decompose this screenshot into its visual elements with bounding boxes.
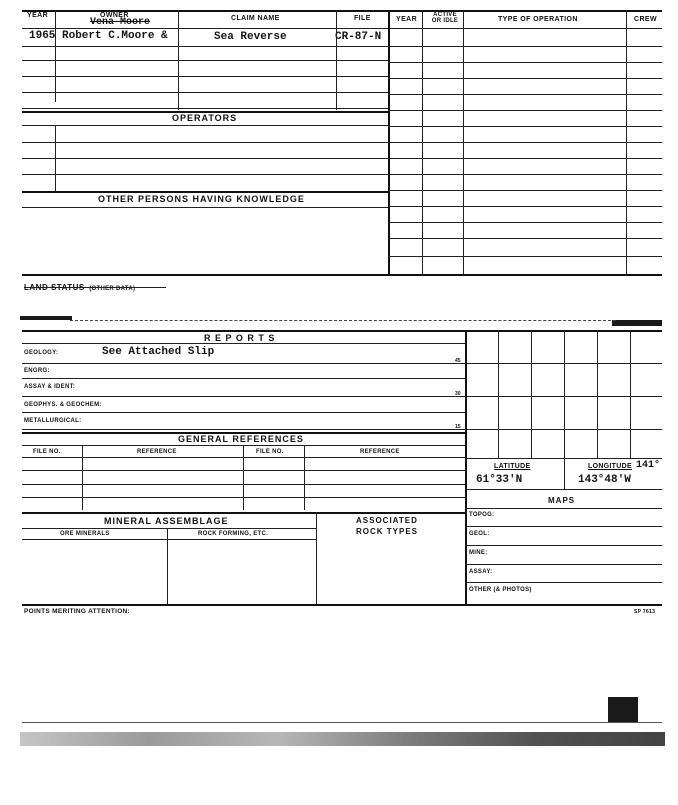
geology-label: GEOLOGY: bbox=[24, 350, 59, 356]
mineral-col-underline bbox=[22, 539, 316, 540]
grid-line bbox=[498, 330, 499, 458]
ref-col-line bbox=[243, 445, 244, 510]
file-header: FILE bbox=[354, 15, 371, 22]
row-line bbox=[22, 158, 388, 159]
row-line bbox=[388, 238, 662, 239]
associated-col-line bbox=[316, 512, 317, 604]
land-status-heading bbox=[24, 277, 135, 295]
row-line bbox=[388, 142, 662, 143]
grid-line bbox=[630, 330, 631, 458]
row-line bbox=[22, 174, 388, 175]
file-no-header-1: FILE NO. bbox=[33, 449, 61, 455]
right-panel-divider bbox=[465, 330, 467, 604]
grid-line bbox=[465, 396, 662, 397]
row-line bbox=[388, 46, 662, 47]
associated-label: ASSOCIATED bbox=[356, 516, 418, 525]
row-line bbox=[22, 396, 465, 397]
land-status-sub: (OTHER DATA) bbox=[89, 286, 136, 292]
land-status-line bbox=[70, 320, 616, 321]
owner-struck-entry: Vena Moore bbox=[90, 17, 151, 28]
geology-value: See Attached Slip bbox=[102, 346, 215, 358]
row-line bbox=[388, 222, 662, 223]
land-status-underline bbox=[24, 287, 166, 288]
grid-line bbox=[564, 330, 565, 458]
other-persons-top-line bbox=[22, 191, 388, 193]
or-idle-label: OR IDLE bbox=[431, 18, 459, 24]
row-line bbox=[388, 110, 662, 111]
row-line bbox=[388, 78, 662, 79]
mineral-top-line bbox=[22, 512, 465, 514]
row-line bbox=[388, 256, 662, 257]
file-entry: CR-87-N bbox=[335, 31, 382, 43]
mineral-underline bbox=[22, 528, 316, 529]
scan-artifact-line bbox=[22, 722, 662, 723]
other-photos-label: OTHER (& PHOTOS) bbox=[469, 587, 532, 593]
year2-header: YEAR bbox=[396, 16, 418, 23]
owner-header: OWNER bbox=[100, 12, 129, 19]
reference-header-1: REFERENCE bbox=[137, 449, 177, 455]
latitude-label: LATITUDE bbox=[494, 463, 531, 470]
operators-heading: OPERATORS bbox=[172, 113, 238, 123]
row-line bbox=[22, 363, 465, 364]
mineral-assemblage-heading: MINERAL ASSEMBLAGE bbox=[104, 516, 229, 526]
scan-artifact-block bbox=[608, 697, 638, 723]
row-line bbox=[22, 92, 388, 93]
row-line bbox=[388, 174, 662, 175]
row-line bbox=[22, 46, 388, 47]
points-meriting-label: POINTS MERITING ATTENTION: bbox=[24, 608, 131, 615]
claim-name-header: CLAIM NAME bbox=[231, 15, 280, 22]
scan-artifact-band bbox=[20, 732, 665, 746]
row-line bbox=[22, 412, 465, 413]
row-line bbox=[388, 158, 662, 159]
row-line bbox=[388, 94, 662, 95]
file-no-header-2: FILE NO. bbox=[256, 449, 284, 455]
grid-line bbox=[597, 330, 598, 458]
active-label: ACTIVE bbox=[433, 12, 457, 18]
grid-line bbox=[465, 429, 662, 430]
row-line bbox=[465, 545, 662, 546]
longitude-label: LONGITUDE bbox=[588, 463, 632, 470]
other-persons-underline bbox=[22, 207, 388, 208]
reports-heading: R E P O R T S bbox=[204, 333, 276, 343]
rock-forming-header: ROCK FORMING, ETC. bbox=[198, 531, 269, 537]
maps-heading: MAPS bbox=[548, 496, 576, 505]
scan-smudge bbox=[612, 320, 662, 326]
row-line bbox=[388, 62, 662, 63]
row-line bbox=[465, 564, 662, 565]
engrg-label: ENGRG: bbox=[24, 368, 50, 374]
grid-line bbox=[465, 363, 662, 364]
ore-minerals-header: ORE MINERALS bbox=[60, 531, 110, 537]
scan-smudge bbox=[20, 316, 72, 320]
ref-col-line bbox=[304, 445, 305, 510]
reports-top-line bbox=[22, 330, 662, 332]
scale-30: 30 bbox=[455, 391, 461, 397]
row-line bbox=[22, 142, 388, 143]
rock-types-label: ROCK TYPES bbox=[356, 527, 419, 536]
form-number: SP 7613 bbox=[634, 609, 656, 615]
year-owner-entry: 1965 Robert C.Moore & bbox=[29, 30, 168, 42]
row-line bbox=[22, 108, 388, 109]
type-of-operation-header: TYPE OF OPERATION bbox=[498, 16, 578, 23]
geol-label: GEOL: bbox=[469, 531, 490, 537]
longitude-value: 143°48'W bbox=[578, 474, 631, 486]
geophys-label: GEOPHYS. & GEOCHEM: bbox=[24, 402, 102, 408]
mineral-col-line bbox=[167, 528, 168, 604]
reference-header-2: REFERENCE bbox=[360, 449, 400, 455]
row-line bbox=[22, 429, 465, 430]
scale-45: 45 bbox=[455, 358, 461, 364]
latlong-bottom bbox=[465, 489, 662, 490]
mine-label: MINE: bbox=[469, 550, 488, 556]
maps-underline bbox=[465, 508, 662, 509]
metallurgical-label: METALLURGICAL: bbox=[24, 418, 82, 424]
operators-underline bbox=[22, 125, 388, 126]
row-line bbox=[388, 206, 662, 207]
claim-name-entry: Sea Reverse bbox=[214, 31, 287, 43]
row-line bbox=[388, 190, 662, 191]
topog-label: TOPOG: bbox=[469, 512, 495, 518]
row-line bbox=[465, 526, 662, 527]
reports-underline bbox=[22, 343, 465, 344]
row-line bbox=[388, 126, 662, 127]
crew-header: CREW bbox=[634, 16, 657, 23]
upper-section-bottom bbox=[22, 274, 662, 276]
active-idle-header bbox=[428, 12, 462, 24]
scale-15: 15 bbox=[455, 424, 461, 430]
longitude-extra: 141° bbox=[636, 460, 661, 471]
general-references-heading: GENERAL REFERENCES bbox=[178, 434, 304, 444]
latitude-value: 61°33'N bbox=[476, 474, 523, 486]
row-line bbox=[465, 582, 662, 583]
assay-map-label: ASSAY: bbox=[469, 569, 493, 575]
latlong-divider bbox=[564, 458, 565, 489]
grid-line bbox=[531, 330, 532, 458]
other-persons-heading: OTHER PERSONS HAVING KNOWLEDGE bbox=[98, 194, 305, 204]
land-status-label: LAND STATUS bbox=[24, 283, 85, 292]
year-header: YEAR bbox=[27, 12, 49, 19]
row-line bbox=[22, 60, 388, 61]
points-top-line bbox=[22, 604, 662, 606]
assay-ident-label: ASSAY & IDENT: bbox=[24, 384, 76, 390]
row-line bbox=[22, 76, 388, 77]
ref-col-line bbox=[82, 445, 83, 510]
header-underline bbox=[22, 28, 662, 29]
row-line bbox=[22, 378, 465, 379]
left-col-line bbox=[55, 10, 56, 102]
